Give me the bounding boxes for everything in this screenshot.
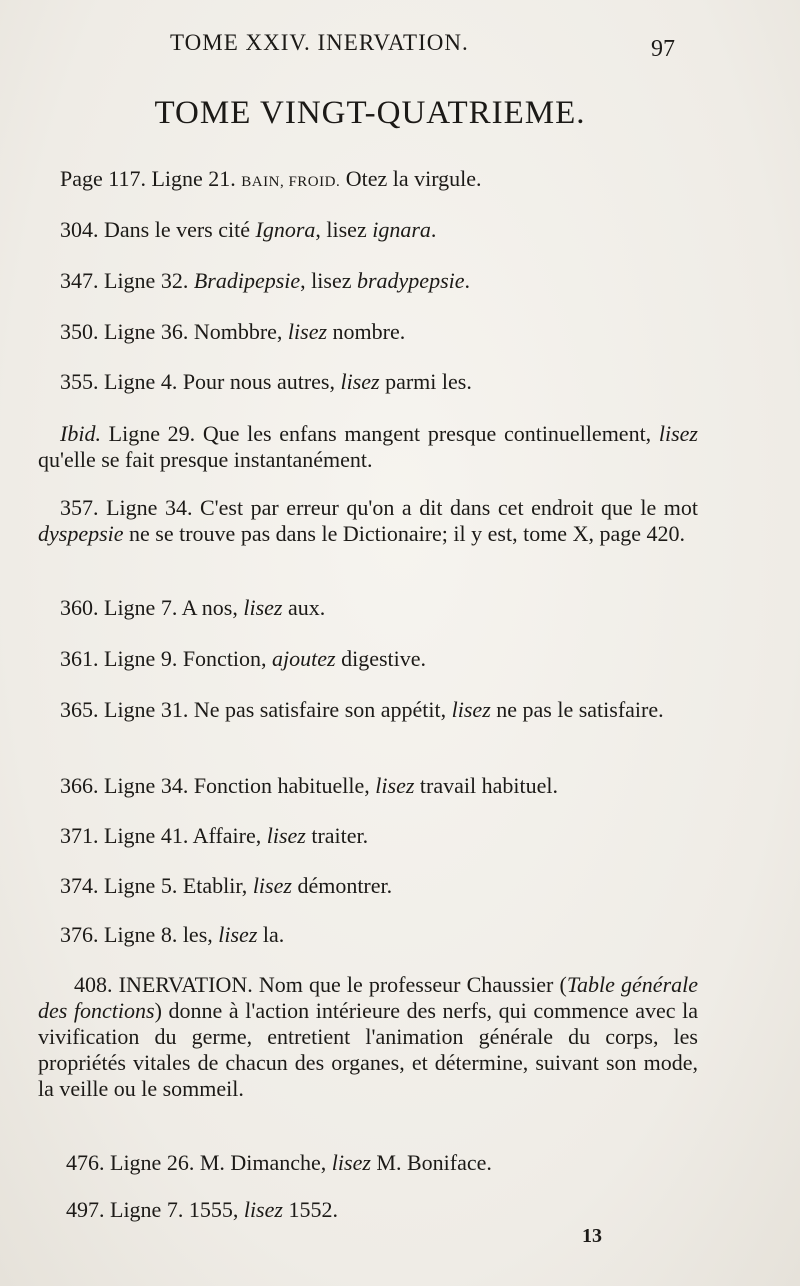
errata-entry: 360. Ligne 7. A nos, lisez aux. <box>60 595 326 620</box>
errata-entry: 355. Ligne 4. Pour nous autres, lisez parmi les. <box>60 369 472 394</box>
page-title: TOME VINGT-QUATRIEME. <box>154 95 586 131</box>
entry-number: 497. <box>66 1197 105 1222</box>
entry-number: 476. <box>66 1150 105 1175</box>
entry-number: 408. <box>74 972 113 997</box>
errata-entry: 376. Ligne 8. les, lisez la. <box>60 922 285 947</box>
entry-number: 304. <box>60 217 99 242</box>
page-number: 97 <box>651 36 675 62</box>
errata-entry: 357. Ligne 34. C'est par erreur qu'on a dit dans cet endroit que le mot dyspepsie ne se trouve pas dans le Dictionaire; il y est, tome X, page 420. <box>38 495 698 546</box>
running-head: TOME XXIV. INERVATION. <box>170 30 469 55</box>
entry-number: 361. <box>60 646 99 671</box>
errata-entry: 350. Ligne 36. Nombbre, lisez nombre. <box>60 319 406 344</box>
entry-number: 365. <box>60 697 99 722</box>
entry-number: 366. <box>60 773 99 798</box>
errata-entry: 497. Ligne 7. 1555, lisez 1552. <box>66 1197 338 1222</box>
entry-number: Page 117. <box>60 166 146 191</box>
entry-number: 376. <box>60 922 99 947</box>
entry-number: 374. <box>60 873 99 898</box>
entry-number: 360. <box>60 595 99 620</box>
errata-entry: 408. INERVATION. Nom que le professeur Chaussier (Table générale des fonctions) donne à l'action intérieure des nerfs, qui commence avec la vivification du germe, entretient l'animation générale du corps, les propriétés vitales de chacun des organes, et détermine, suivant son mode, la veille ou le sommeil. <box>38 972 699 1101</box>
entry-number: 350. <box>60 319 99 344</box>
entry-number: 355. <box>60 369 99 394</box>
errata-entry: Page 117. Ligne 21. BAIN, FROID. Otez la virgule. <box>60 166 482 191</box>
entry-number: Ibid. <box>60 421 101 446</box>
errata-entry: Ibid. Ligne 29. Que les enfans mangent presque continuellement, lisez qu'elle se fait presque instantanément. <box>38 421 698 472</box>
errata-entry: 366. Ligne 34. Fonction habituelle, lisez travail habituel. <box>60 773 558 798</box>
errata-entry: 347. Ligne 32. Bradipepsie, lisez bradypepsie. <box>60 268 471 293</box>
errata-entry: 304. Dans le vers cité Ignora, lisez ignara. <box>60 217 437 242</box>
errata-entry: 361. Ligne 9. Fonction, ajoutez digestive. <box>60 646 427 671</box>
entry-number: 371. <box>60 823 99 848</box>
entry-number: 357. <box>60 495 99 520</box>
errata-entry: 365. Ligne 31. Ne pas satisfaire son appétit, lisez ne pas le satisfaire. <box>60 697 664 722</box>
entry-number: 347. <box>60 268 99 293</box>
errata-entry: 371. Ligne 41. Affaire, lisez traiter. <box>60 823 369 848</box>
errata-entry: 374. Ligne 5. Etablir, lisez démontrer. <box>60 873 393 898</box>
signature-mark: 13 <box>582 1225 602 1247</box>
errata-entry: 476. Ligne 26. M. Dimanche, lisez M. Boniface. <box>66 1150 492 1175</box>
